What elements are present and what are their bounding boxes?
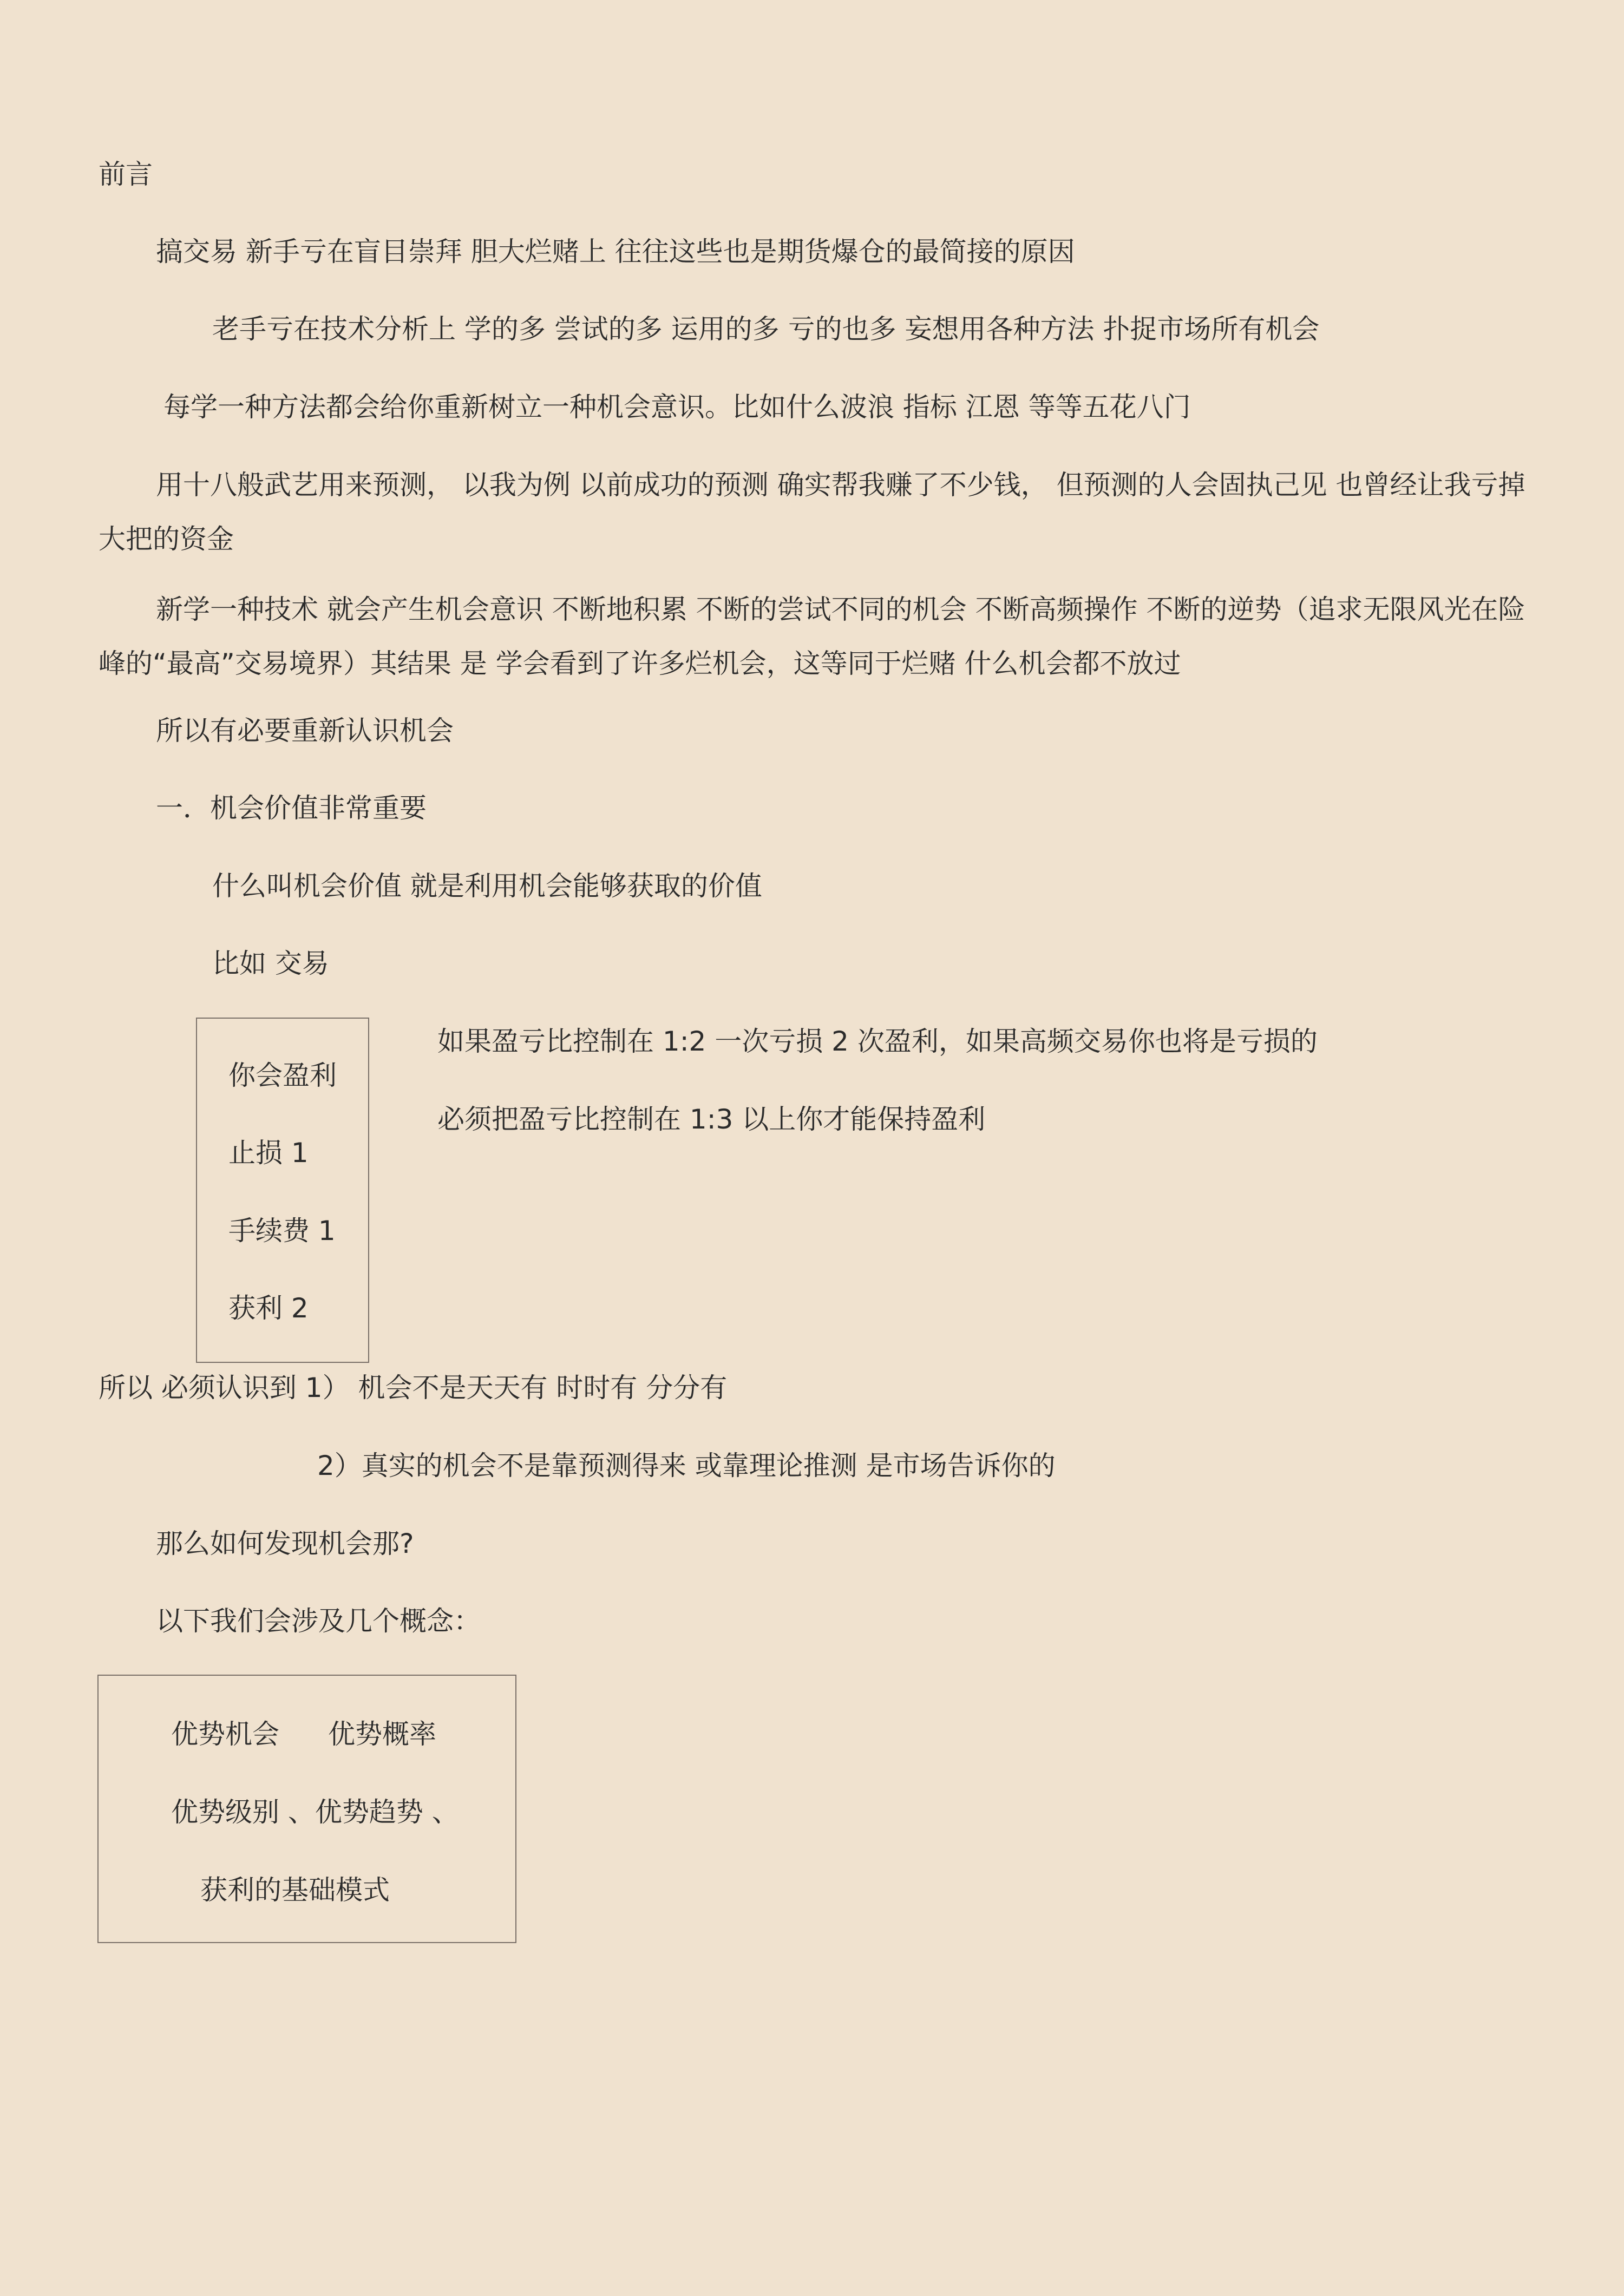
profit-box — [196, 1018, 369, 1363]
ratio-note-1-3: 必须把盈亏比控制在 1:3 以上你才能保持盈利 — [437, 1104, 986, 1135]
paragraph-prediction: 用十八般武艺用来预测， 以我为例 以前成功的预测 确实帮我赚了不少钱， 但预测的人会固执己见 也曾经让我亏掉大把的资金 — [99, 469, 1525, 555]
conclusion-line-2: 2）真实的机会不是靠预测得来 或靠理论推测 是市场告诉你的 — [317, 1450, 1056, 1481]
section-heading-opportunity-value: 一．机会价值非常重要 — [156, 792, 427, 824]
preface-heading: 前言 — [99, 159, 153, 190]
concept-base-pattern: 获利的基础模式 — [200, 1874, 390, 1906]
paragraph-new-technique: 新学一种技术 就会产生机会意识 不断地积累 不断的尝试不同的机会 不断高频操作 不断的逆势（追求无限风光在险峰的“最高”交易境界）其结果 是 学会看到了许多烂机会，这等同于烂赌 什么机会都不放过 — [99, 594, 1525, 679]
paragraph-reconsider: 所以有必要重新认识机会 — [156, 715, 454, 746]
concept-level-trend: 优势级别 、优势趋势 、 — [171, 1796, 459, 1828]
paragraph-novice: 搞交易 新手亏在盲目崇拜 胆大烂赌上 往往这些也是期货爆仓的最简接的原因 — [156, 236, 1075, 267]
question-line: 那么如何发现机会那? — [156, 1528, 414, 1559]
paragraph-methods: 每学一种方法都会给你重新树立一种机会意识。比如什么波浪 指标 江恩 等等五花八门 — [163, 391, 1191, 423]
concept-advantage-probability: 优势概率 — [328, 1718, 436, 1750]
concepts-box — [97, 1675, 516, 1943]
concepts-intro: 以下我们会涉及几个概念： — [156, 1605, 481, 1637]
paragraph-example: 比如 交易 — [212, 948, 329, 979]
concept-advantage-opportunity: 优势机会 — [171, 1718, 279, 1750]
ratio-note-1-2: 如果盈亏比控制在 1:2 一次亏损 2 次盈利，如果高频交易你也将是亏损的 — [437, 1026, 1318, 1057]
paragraph-veteran: 老手亏在技术分析上 学的多 尝试的多 运用的多 亏的也多 妄想用各种方法 扑捉市场所有机会 — [212, 313, 1320, 345]
profit-box-item: 手续费 1 — [228, 1215, 336, 1247]
conclusion-line-1: 所以 必须认识到 1） 机会不是天天有 时时有 分分有 — [99, 1372, 728, 1403]
paragraph-definition: 什么叫机会价值 就是利用机会能够获取的价值 — [212, 870, 762, 902]
profit-box-item: 你会盈利 — [228, 1060, 337, 1091]
profit-box-item: 止损 1 — [228, 1137, 309, 1169]
profit-box-item: 获利 2 — [228, 1293, 309, 1324]
